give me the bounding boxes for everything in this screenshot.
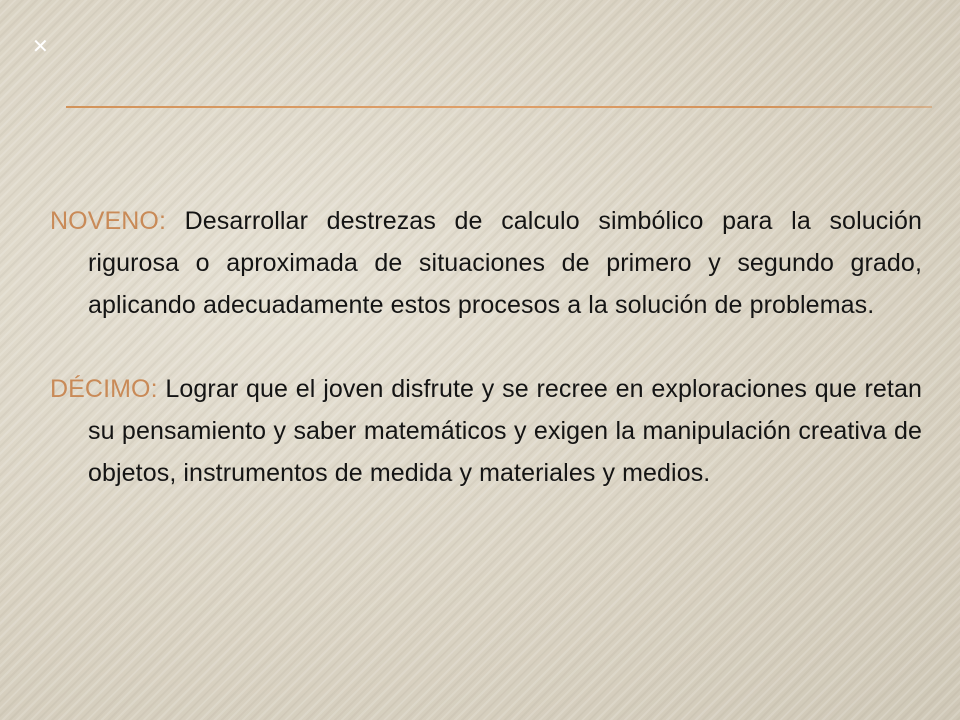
- slide-body: [50, 200, 922, 536]
- objective-paragraph-noveno: [50, 200, 922, 326]
- objective-label: NOVENO:: [50, 207, 166, 235]
- objective-text: Desarrollar destrezas de calculo simbólico para la solución rigurosa o aproximada de situaciones de primero y segundo grado, aplicando adecuadamente estos procesos a la solución de problemas.: [88, 207, 922, 319]
- title-underline: [66, 106, 932, 108]
- x-mark-icon: ✕: [32, 34, 49, 58]
- objective-text: Lograr que el joven disfrute y se recree en exploraciones que retan su pensamiento y saber matemáticos y exigen la manipulación creativa de objetos, instrumentos de medida y materiales y medios.: [88, 375, 922, 487]
- objective-label: DÉCIMO:: [50, 375, 158, 403]
- objective-paragraph-decimo: [50, 368, 922, 494]
